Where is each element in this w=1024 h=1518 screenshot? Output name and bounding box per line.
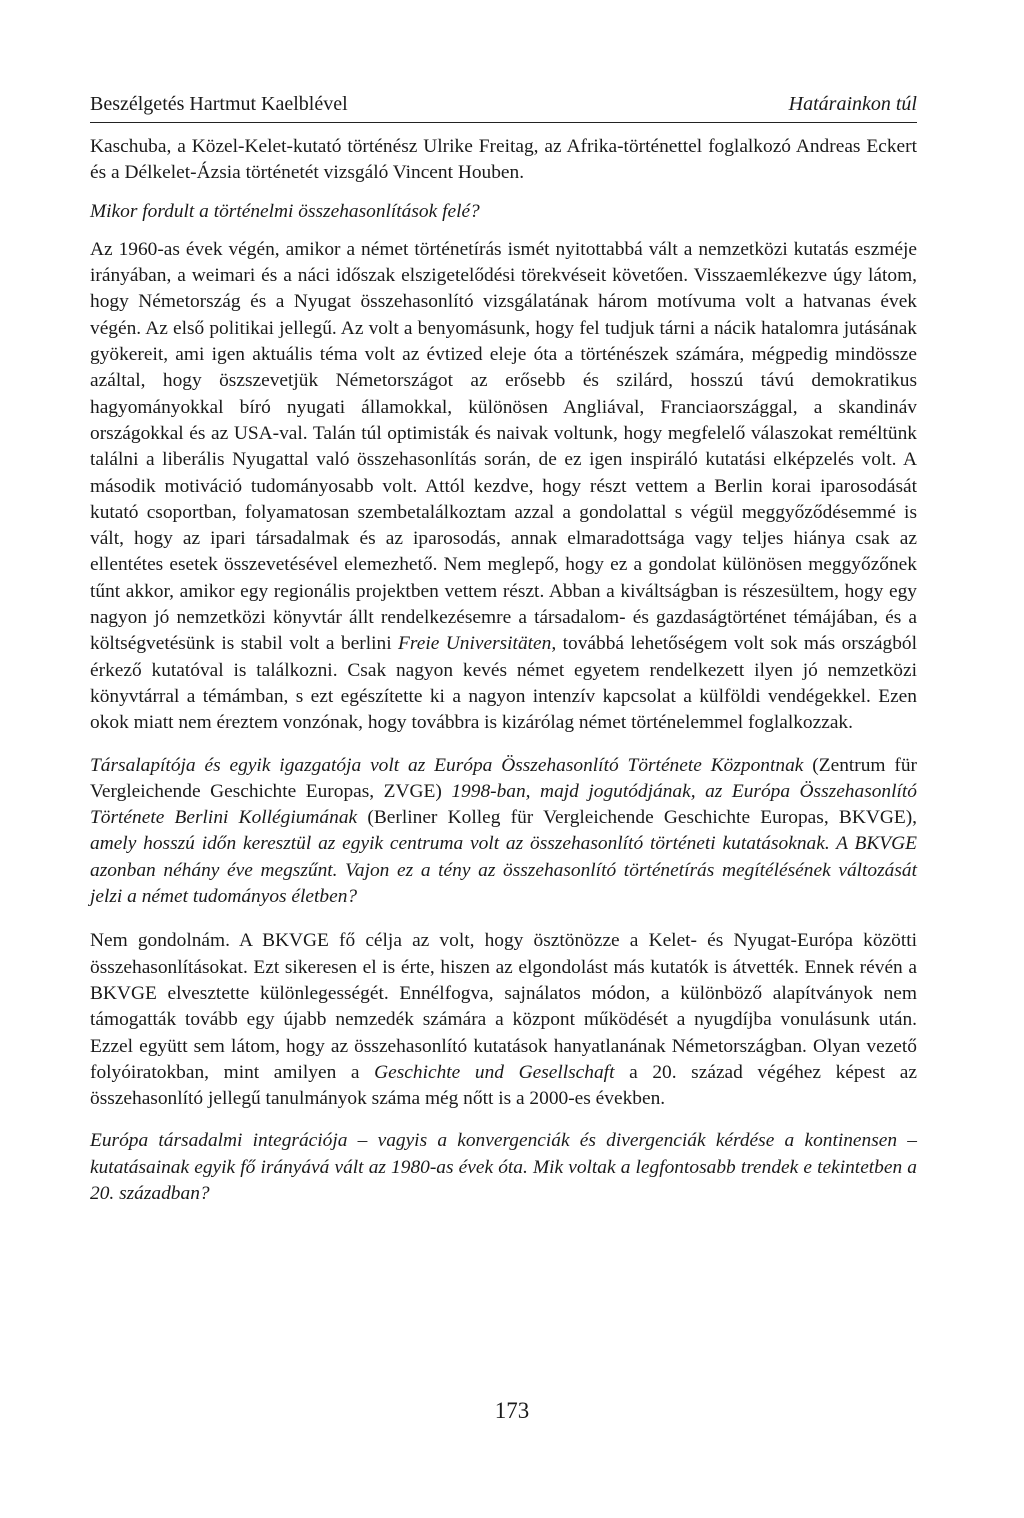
running-head (90, 92, 917, 123)
answer-2-text-b: a 20. század végéhez képest az összehasonlító jellegű tanulmányok száma még nőtt is a 2000-es években. (90, 1061, 917, 1110)
question-2-upright-b: (Berliner Kolleg für Vergleichende Geschichte Europas, BKVGE), (367, 807, 918, 829)
answer-1-text-b: továbbá lehetőségem volt sok más országból érkező kutatóval is találkozni. Csak nagyon kevés német egyetem rendelkezett ilyen jó nemzetközi könyvtárral a témámban, s ezt egészítette ki a nagyon intenzív kapcsolat a külföldi vendégekkel. Ezen okok miatt nem éreztem vonzónak, hogy továbbra is kizárólag német történelemmel foglalkozzak. (90, 633, 917, 734)
page-number: 173 (494, 1398, 530, 1423)
answer-2-emphasis: Geschichte und Gesellschaft (374, 1061, 615, 1083)
body-text (90, 134, 917, 1219)
question-2-text-b: 1998-ban, majd jogutódjának, az Európa Összehasonlító Története Berlini Kollégiumának (90, 780, 917, 829)
question-2-text-c: amely hosszú időn keresztül az egyik centruma volt az összehasonlító történeti kutatásoknak. A BKVGE azonban néhány éve megszűnt. Vajon ez a tény az összehasonlító történetírás megítélésének változását jelzi a német tudományos életben? (90, 833, 917, 908)
answer-2-text-a: Nem gondolnám. A BKVGE fő célja az volt, hogy ösztönözze a Kelet- és Nyugat-Európa közötti összehasonlításokat. Ezt sikeresen el is érte, hiszen az elgondolást más kutatók is átvették. Ennek révén a BKVGE elvesztette különlegességét. Ennélfogva, sajnálatos módon, a különböző alapítványok nem támogatták tovább egy újabb nemzedék számára a központ működését a nyugdíjba vonulásunk után. Ezzel együtt sem látom, hogy az összehasonlító kutatások hanyatlanának Németországban. Olyan vezető folyóiratokban, mint amilyen a (90, 930, 917, 1083)
paragraph-continuation: Kaschuba, a Közel-Kelet-kutató történész Ulrike Freitag, az Afrika-történettel foglalkozó Andreas Eckert és a Délkelet-Ázsia történetét vizsgáló Vincent Houben. (90, 136, 917, 184)
interview-question-2 (90, 753, 917, 911)
running-head-section: Határainkon túl (788, 93, 917, 115)
answer-paragraph-1 (90, 237, 917, 737)
running-head-title: Beszélgetés Hartmut Kaelblével (90, 93, 348, 115)
answer-paragraph-2 (90, 928, 917, 1112)
interview-question-3: Európa társadalmi integrációja – vagyis a konvergenciák és divergenciák kérdése a kontinensen – kutatásainak egyik fő irányává vált az 1980-as évek óta. Mik voltak a legfontosabb trendek e tekintetben a 20. században? (90, 1130, 917, 1204)
question-2-upright-a: (Zentrum für Vergleichende Geschichte Europas, ZVGE) (90, 754, 918, 802)
question-2-text-a: Társalapítója és egyik igazgatója volt az Európa Összehasonlító Története Központnak (90, 754, 804, 776)
answer-1-text-a: Az 1960-as évek végén, amikor a német történetírás ismét nyitottabbá vált a nemzetközi kutatás eszméje irányában, a weimari és a náci időszak elszigetelődési törekvéseit követően. Visszaemlékezve úgy látom, hogy Németország és a Nyugat összehasonlító vizsgálatának három motívuma volt a hatvanas évek végén. Az első politikai jellegű. Az volt a benyomásunk, hogy fel tudjuk tárni a nácik hatalomra jutásának gyökereit, ami igen aktuális téma volt az évtized eleje óta a történészek számára, mégpedig mindössze azáltal, hogy öszszevetjük Németországot az erősebb és szilárd, hosszú távú demokratikus hagyományokkal bíró nyugati államokkal, különösen Angliával, Franciaországgal, a skandináv országokkal és az USA-val. Talán túl optimisták és naivak voltunk, hogy megfelelő válaszokat reméltünk találni a liberális Nyugattal való összehasonlítás során, de ez igen inspiráló kutatási elképzelés volt. A második motiváció tudományosabb volt. Attól kezdve, hogy részt vettem a Berlin korai iparosodását kutató csoportban, folyamatosan szembetalálkoztam azzal a gondolattal s végül meggyőződésemmé is vált, hogy az ipari társadalmak és az iparosodás, annak elmaradottsága vagy teljes hiánya csak az ellentétes esetek összevetésével elemezhető. Nem meglepő, hogy ez a gondolat különösen meggyőzőnek tűnt akkor, amikor egy regionális projektben vettem részt. Abban a kiváltságban is részesültem, hogy egy nagyon jó nemzetközi könyvtár állt rendelkezésemre a társadalom- és gazdaságtörténet témájában, és a költségvetésünk is stabil volt a berlini (90, 238, 917, 655)
interview-question-1: Mikor fordult a történelmi összehasonlítások felé? (90, 200, 480, 222)
answer-1-emphasis: Freie Universitäten, (398, 633, 557, 655)
